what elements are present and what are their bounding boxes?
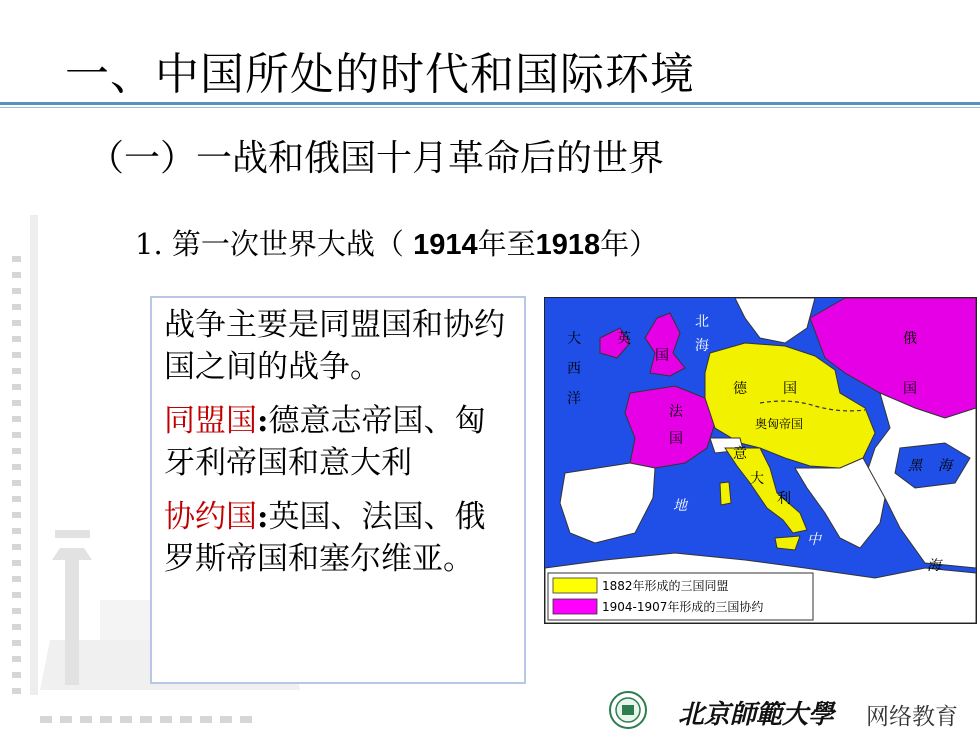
colon: : <box>257 403 269 439</box>
map-legend <box>548 573 813 620</box>
map-label-north-sea-1: 北 <box>695 314 709 330</box>
point-heading <box>135 222 658 263</box>
point-mid: 年至 <box>477 227 536 261</box>
map-label-russia-1: 俄 <box>903 331 917 347</box>
central-powers-label: 同盟国 <box>164 403 257 439</box>
entente-label: 协约国 <box>164 499 257 535</box>
university-seal-icon <box>608 690 648 730</box>
year-end: 1918 <box>535 229 601 261</box>
page-title: 一、中国所处的时代和国际环境 <box>65 49 695 100</box>
online-education-label: 网络教育 <box>866 704 958 730</box>
point-suffix: 年） <box>600 227 659 261</box>
map-label-russia-2: 国 <box>903 381 917 397</box>
map-sicily <box>775 536 800 550</box>
title-divider <box>0 102 980 105</box>
map-label-atlantic-1: 大 <box>567 331 581 347</box>
entente-members: 英国、法国、俄罗斯帝国和塞尔维亚。 <box>164 499 486 577</box>
paragraph-entente <box>164 496 514 580</box>
map-label-france-1: 法 <box>669 404 683 420</box>
title-divider-thin <box>0 107 980 108</box>
legend-swatch-entente <box>553 599 597 614</box>
europe-wwi-map <box>544 297 977 624</box>
section-heading: （一）一战和俄国十月革命后的世界 <box>88 138 665 179</box>
central-powers-members: 德意志帝国、匈牙利帝国和意大利 <box>164 403 486 481</box>
legend-swatch-alliance <box>553 578 597 593</box>
map-label-med-3: 海 <box>927 558 941 574</box>
map-label-black-sea-2: 海 <box>938 458 952 474</box>
year-start: 1914 <box>413 229 478 261</box>
map-label-italy-3: 利 <box>777 491 791 507</box>
map-label-france-2: 国 <box>669 431 683 447</box>
map-label-atlantic-2: 西 <box>567 361 581 377</box>
paragraph-intro: 战争主要是同盟国和协约国之间的战争。 <box>164 307 505 385</box>
legend-label-alliance: 1882年形成的三国同盟 <box>602 579 729 593</box>
map-label-austria-hungary: 奥匈帝国 <box>755 417 804 431</box>
map-label-italy-2: 大 <box>750 471 764 487</box>
map-label-uk-1: 英 <box>617 331 631 347</box>
map-label-black-sea-1: 黑 <box>908 458 922 474</box>
map-label-uk-2: 国 <box>655 348 669 364</box>
colon: : <box>257 499 269 535</box>
map-sardinia <box>720 482 731 505</box>
map-label-north-sea-2: 海 <box>695 338 709 354</box>
point-prefix: 1. 第一次世界大战（ <box>135 227 414 261</box>
map-label-italy-1: 意 <box>733 446 747 462</box>
map-label-med-2: 中 <box>807 532 821 548</box>
content-textbox <box>150 296 526 684</box>
map-label-atlantic-3: 洋 <box>567 391 581 407</box>
legend-label-entente: 1904-1907年形成的三国协约 <box>602 600 764 614</box>
paragraph-central-powers <box>164 400 514 484</box>
map-label-germany-2: 国 <box>783 381 797 397</box>
map-label-germany-1: 德 <box>733 381 747 397</box>
university-name: 北京師範大學 <box>678 700 835 730</box>
map-label-med-1: 地 <box>673 498 687 514</box>
